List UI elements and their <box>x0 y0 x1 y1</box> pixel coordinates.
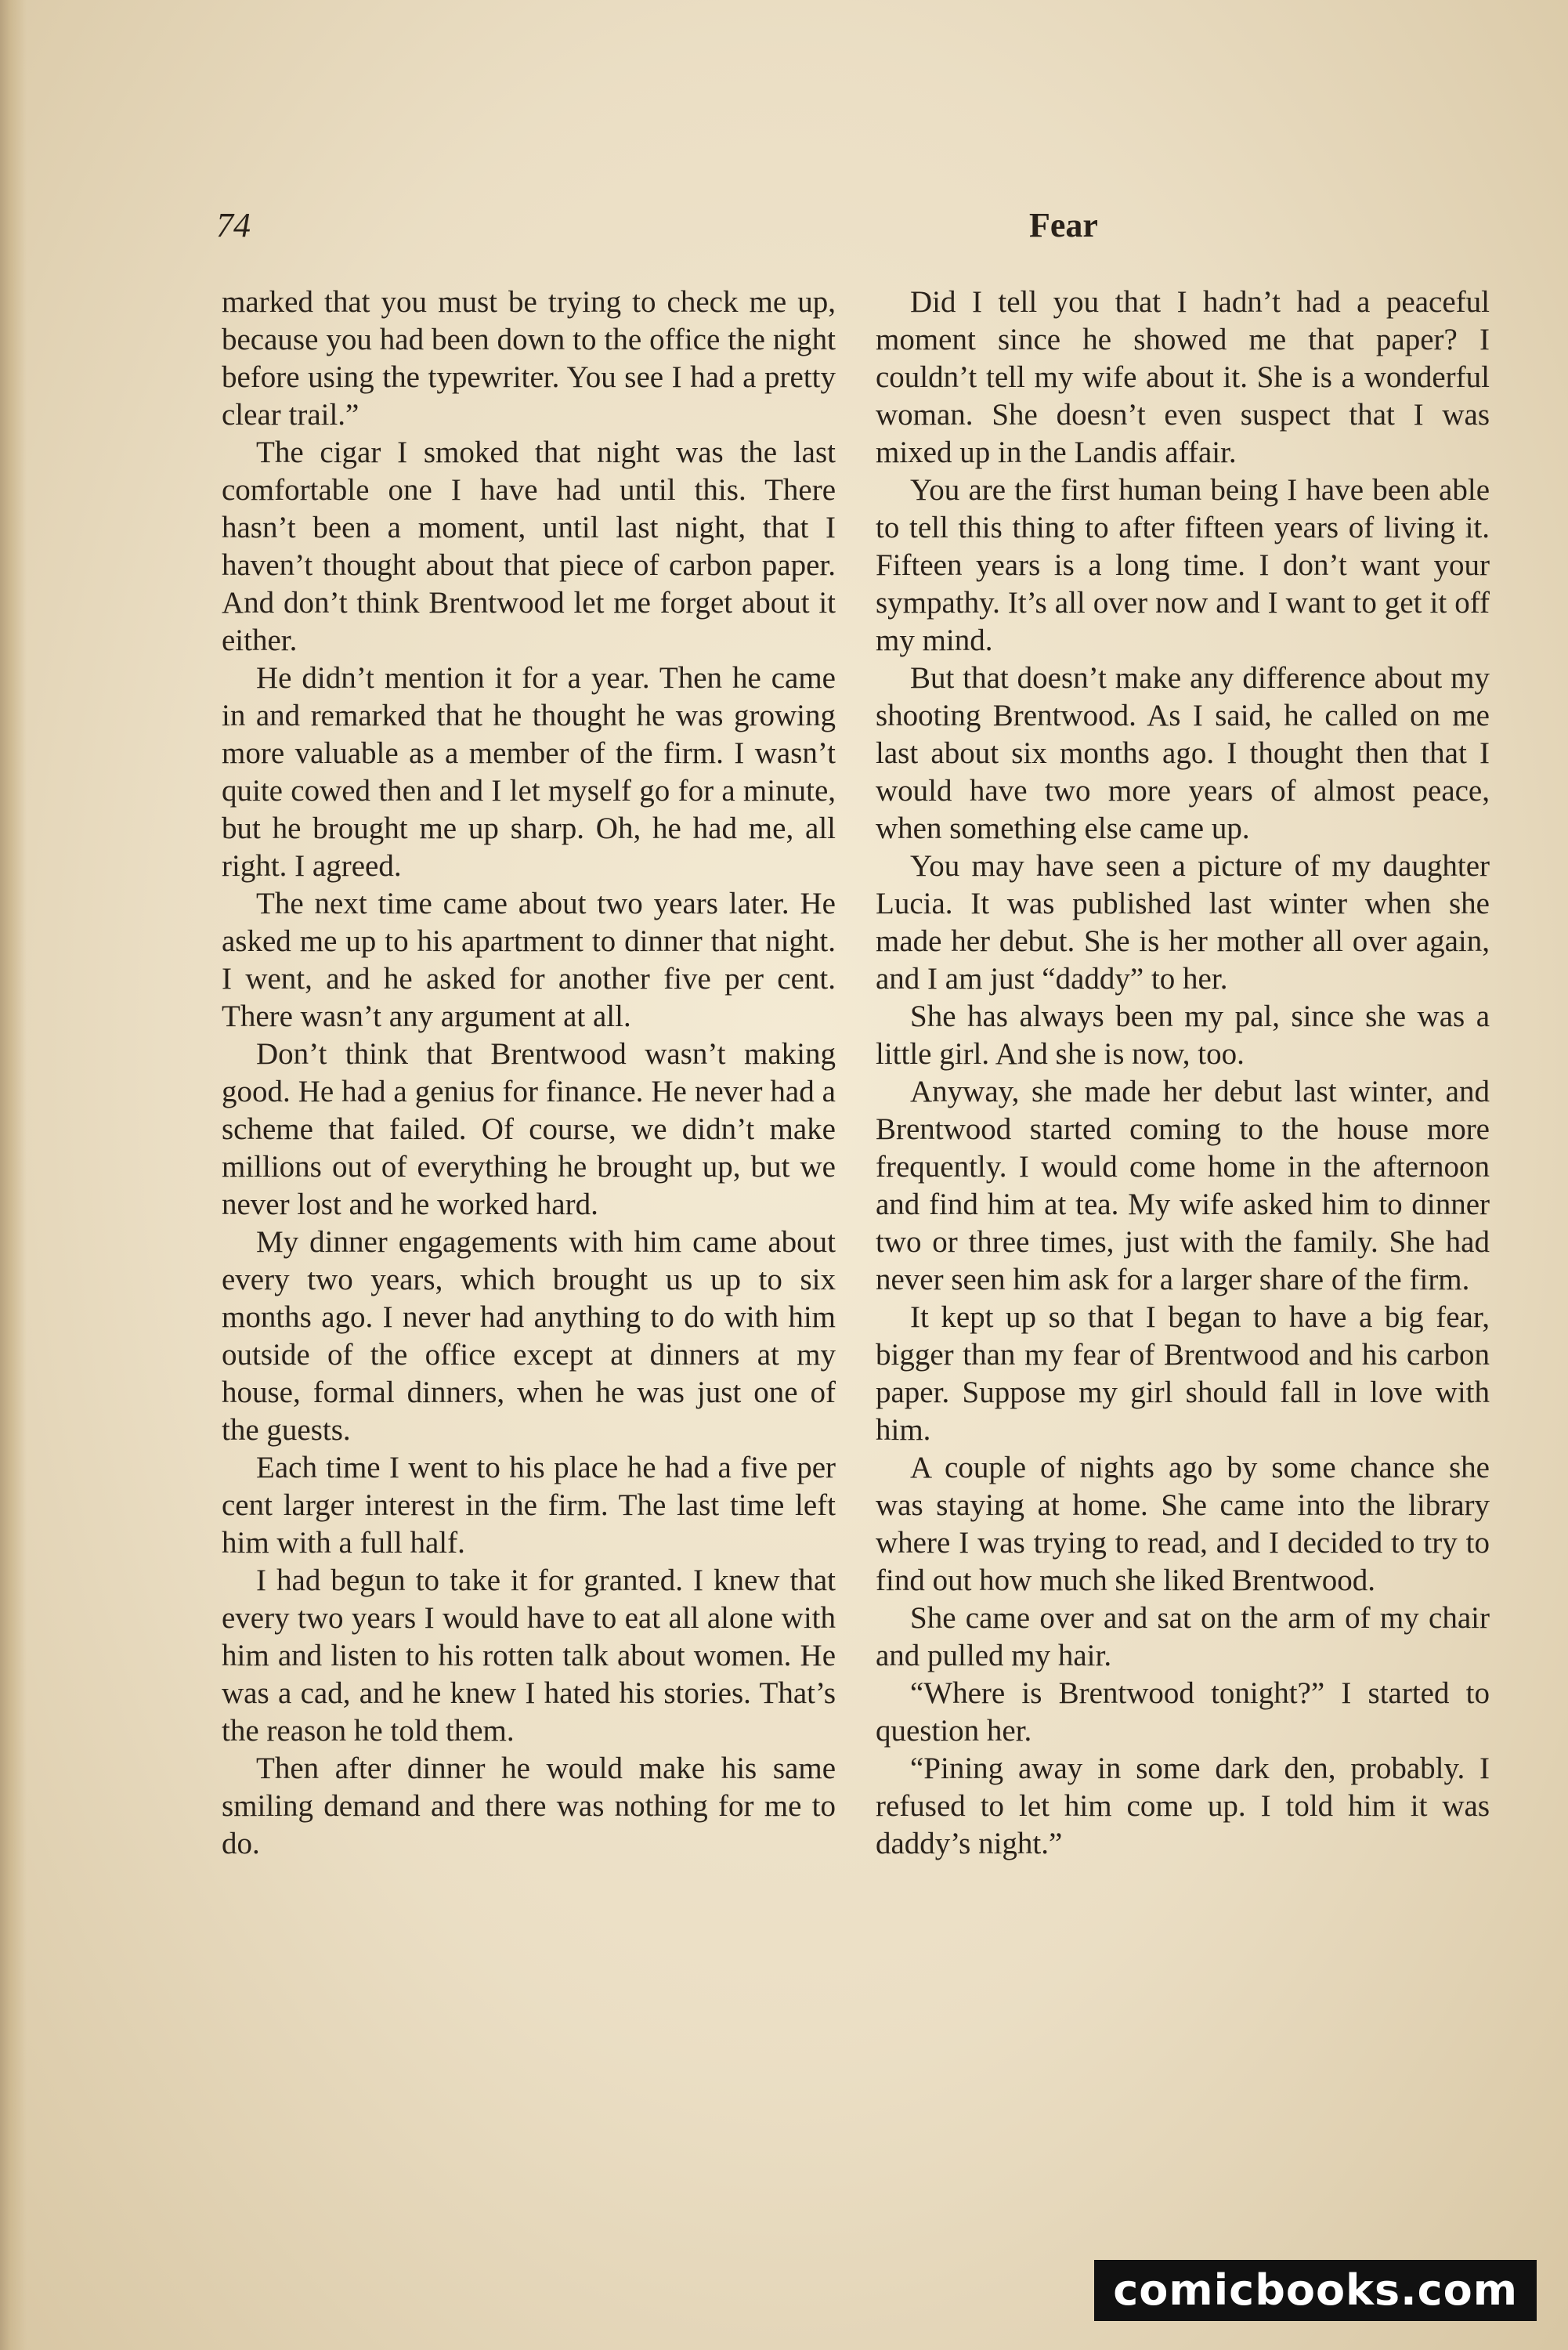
text-column-right <box>876 284 1490 1863</box>
paragraph: Don’t think that Brentwood wasn’t making good. He had a genius for finance. He never had a scheme that failed. Of course, we didn’t make millions out of everything he brought up, but we never lost and he worked hard. <box>222 1037 836 1221</box>
paragraph: But that doesn’t make any difference about my shooting Brentwood. As I said, he called on me last about six months ago. I thought then that I would have two more years of almost peace, when something else came up. <box>876 661 1490 845</box>
paragraph: You may have seen a picture of my daughter Lucia. It was published last winter when she made her debut. She is her mother all over again, and I am just “daddy” to her. <box>876 849 1490 996</box>
paragraph: My dinner engagements with him came about every two years, which brought us up to six months ago. I never had anything to do with him outside of the office except at dinners at my house, formal dinners, when he was just one of the guests. <box>222 1225 836 1447</box>
paragraph: A couple of nights ago by some chance she was staying at home. She came into the library where I was trying to read, and I decided to try to find out how much she liked Brentwood. <box>876 1451 1490 1597</box>
paragraph: Then after dinner he would make his same smiling demand and there was nothing for me to do. <box>222 1752 836 1860</box>
paragraph: Each time I went to his place he had a five per cent larger interest in the firm. The last time left him with a full half. <box>222 1451 836 1560</box>
paragraph: It kept up so that I began to have a big fear, bigger than my fear of Brentwood and his carbon paper. Suppose my girl should fall in love with him. <box>876 1300 1490 1447</box>
paragraph: She has always been my pal, since she was a little girl. And she is now, too. <box>876 1000 1490 1071</box>
paragraph: She came over and sat on the arm of my chair and pulled my hair. <box>876 1601 1490 1672</box>
paragraph: Anyway, she made her debut last winter, and Brentwood started coming to the house more frequently. I would come home in the afternoon and find him at tea. My wife asked him to dinner two or three times, just with the family. She had never seen him ask for a larger share of the firm. <box>876 1075 1490 1296</box>
paragraph: The next time came about two years later. He asked me up to his apartment to dinner that night. I went, and he asked for another five per cent. There wasn’t any argument at all. <box>222 887 836 1033</box>
paragraph: He didn’t mention it for a year. Then he came in and remarked that he thought he was growing more valuable as a member of the firm. I wasn’t quite cowed then and I let myself go for a minute, but he brought me up sharp. Oh, he had me, all right. I agreed. <box>222 661 836 883</box>
paragraph: The cigar I smoked that night was the last comfortable one I have had until this. There hasn’t been a moment, until last night, that I haven’t thought about that piece of carbon paper. And don’t think Brentwood let me forget about it either. <box>222 436 836 657</box>
paragraph: I had begun to take it for granted. I knew that every two years I would have to eat all alone with him and listen to his rotten talk about women. He was a cad, and he knew I hated his stories. That’s the reason he told them. <box>222 1564 836 1748</box>
page-header <box>216 205 1501 252</box>
page-edge-shadow <box>0 0 27 2350</box>
page-number: 74 <box>216 206 251 244</box>
paragraph: marked that you must be trying to check me up, because you had been down to the office the night before using the typewriter. You see I had a pretty clear trail.” <box>222 285 836 432</box>
running-head-title: Fear <box>1029 206 1098 244</box>
text-column-left <box>222 284 836 1863</box>
paragraph: Did I tell you that I hadn’t had a peaceful moment since he showed me that paper? I couldn’t tell my wife about it. She is a wonderful woman. She doesn’t even suspect that I was mixed up in the Landis affair. <box>876 285 1490 469</box>
site-watermark: comicbooks.com <box>1094 2260 1537 2321</box>
paragraph: “Where is Brentwood tonight?” I started to question her. <box>876 1676 1490 1748</box>
paragraph: “Pining away in some dark den, probably. I refused to let him come up. I told him it was daddy’s night.” <box>876 1752 1490 1860</box>
paragraph: You are the first human being I have been able to tell this thing to after fifteen years of living it. Fifteen years is a long time. I don’t want your sympathy. It’s all over now and I want to get it off my mind. <box>876 473 1490 657</box>
